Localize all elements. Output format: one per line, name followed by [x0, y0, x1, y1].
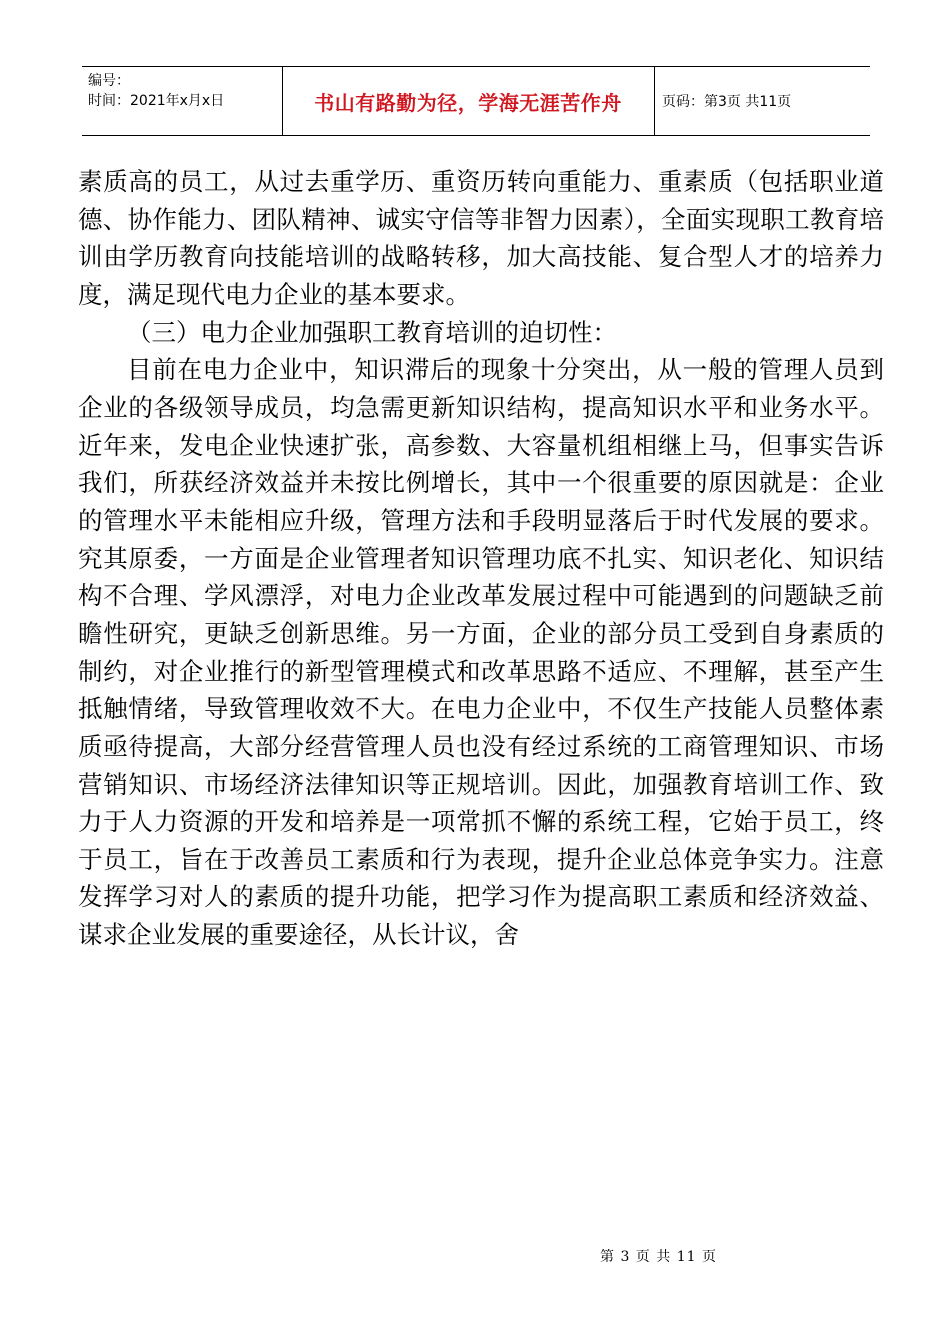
document-body — [78, 163, 884, 954]
page-header — [82, 66, 870, 136]
header-page-info: 页码：第3页 共11页 — [662, 94, 792, 110]
document-number-label: 编号： — [88, 73, 130, 89]
document-time-label: 时间：2021年x月x日 — [88, 93, 225, 109]
section-heading: （三）电力企业加强职工教育培训的迫切性： — [127, 317, 617, 347]
header-divider-right — [654, 67, 655, 135]
body-paragraph-1: 素质高的员工，从过去重学历、重资历转向重能力、重素质（包括职业道德、协作能力、团队精神、诚实守信等非智力因素），全面实现职工教育培训由学历教育向技能培训的战略转移，加大高技能、复合型人才的培养力度，满足现代电力企业的基本要求。 — [78, 167, 884, 309]
header-motto: 书山有路勤为径，学海无涯苦作舟 — [314, 90, 622, 115]
body-paragraph-2: 目前在电力企业中，知识滞后的现象十分突出，从一般的管理人员到企业的各级领导成员，均急需更新知识结构，提高知识水平和业务水平。近年来，发电企业快速扩张，高参数、大容量机组相继上马，但事实告诉我们，所获经济效益并未按比例增长，其中一个很重要的原因就是：企业的管理水平未能相应升级，管理方法和手段明显落后于时代发展的要求。究其原委，一方面是企业管理者知识管理功底不扎实、知识老化、知识结构不合理、学风漂浮，对电力企业改革发展过程中可能遇到的问题缺乏前瞻性研究，更缺乏创新思维。另一方面，企业的部分员工受到自身素质的制约，对企业推行的新型管理模式和改革思路不适应、不理解，甚至产生抵触情绪，导致管理收效不大。在电力企业中，不仅生产技能人员整体素质亟待提高，大部分经营管理人员也没有经过系统的工商管理知识、市场营销知识、市场经济法律知识等正规培训。因此，加强教育培训工作、致力于人力资源的开发和培养是一项常抓不懈的系统工程，它始于员工，终于员工，旨在于改善员工素质和行为表现，提升企业总体竞争实力。注意发挥学习对人的素质的提升功能，把学习作为提高职工素质和经济效益、谋求企业发展的重要途径，从长计议，舍 — [78, 355, 884, 950]
header-meta — [88, 71, 224, 111]
page-footer: 第 3 页 共 11 页 — [600, 1249, 717, 1265]
